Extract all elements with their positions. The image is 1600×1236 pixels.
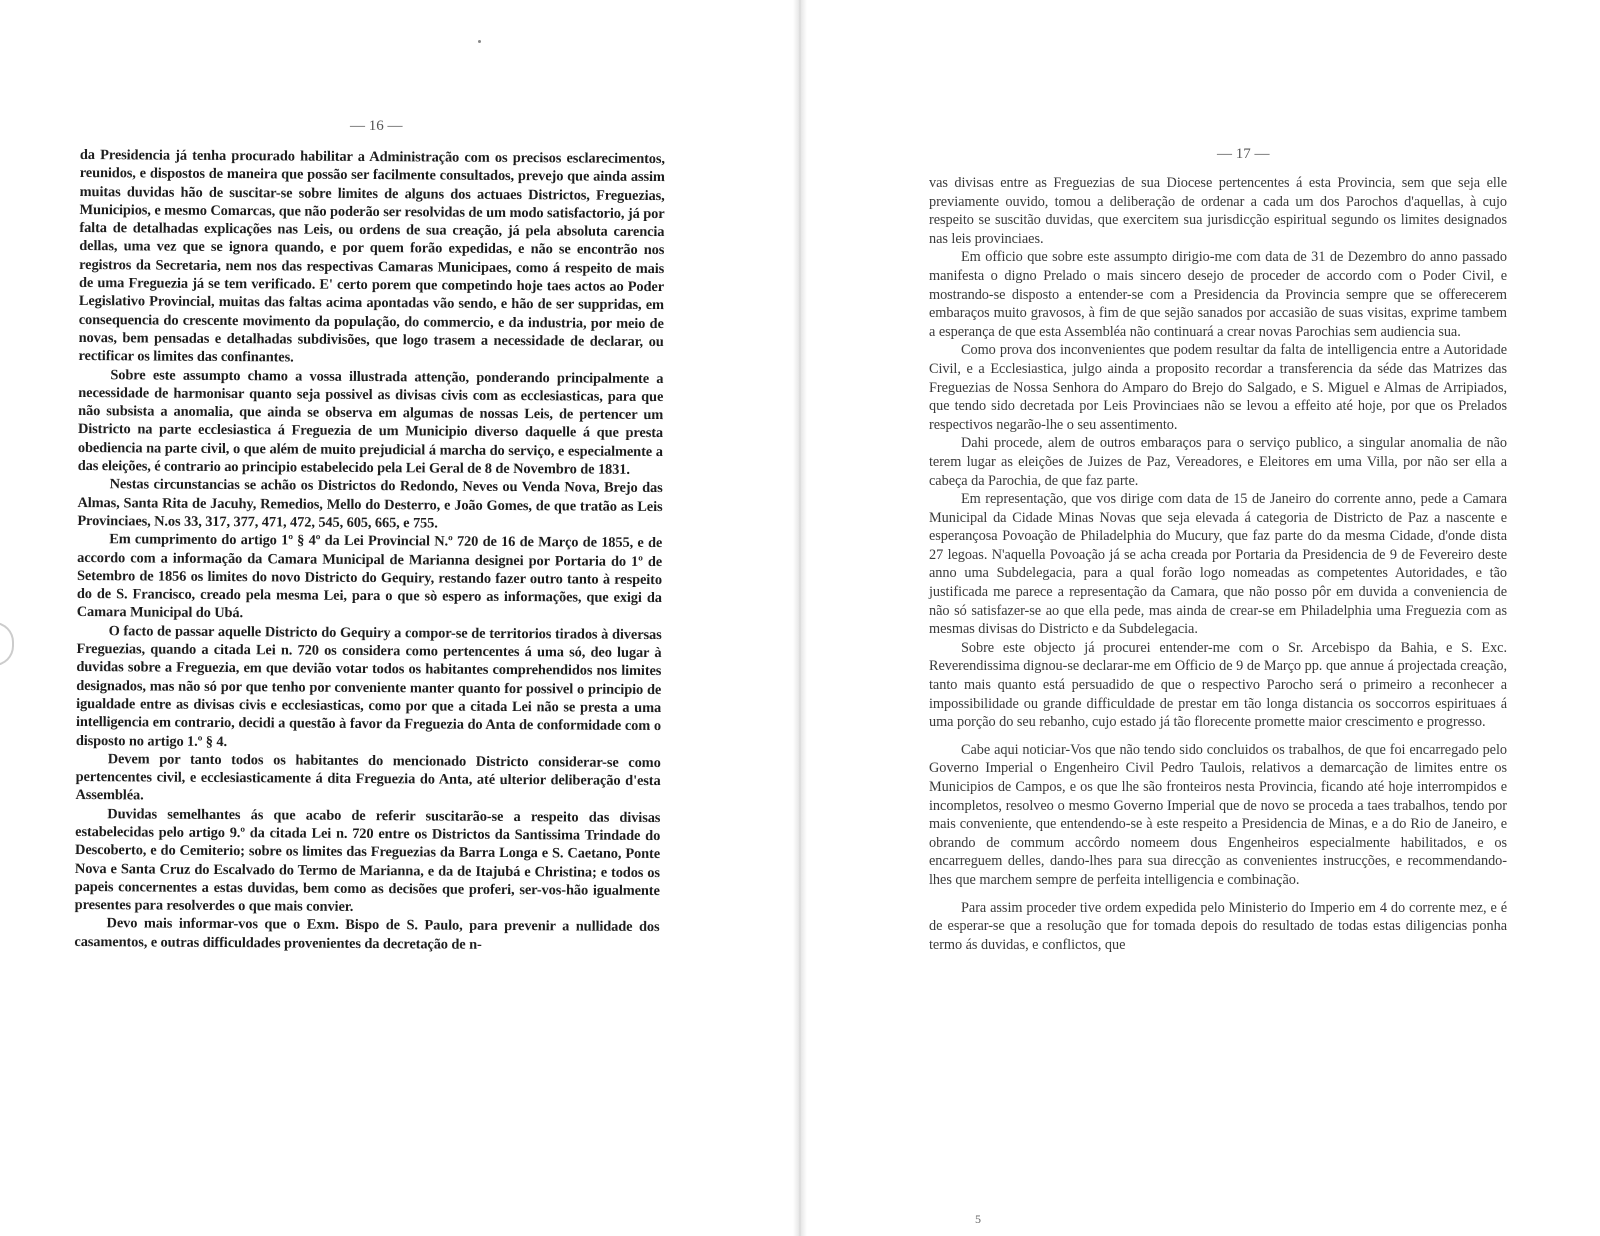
paragraph: vas divisas entre as Freguezias de sua Diocese pertencentes á esta Provincia, sem que seja elle previamente ouvido, tomou a deliberação de ordenar a cada um dos Parochos d'aquellas, à cujo respeito se suscitão duvidas, que exercitem sua jurisdicção espiritual segundo os limites designados nas leis provinciaes.	[929, 175, 1507, 247]
paragraph: Nestas circunstancias se achão os Districtos do Redondo, Neves ou Venda Nova, Brejo das Almas, Santa Rita de Jacuhy, Remedios, Mello do Desterro, e João Gomes, de que tratão as Leis Provinciaes, N.os 33, 317, 377, 471, 472, 545, 605, 665, e 755.	[77, 476, 663, 532]
paragraph: Duvidas semelhantes ás que acabo de referir suscitarão-se a respeito das divisas estabelecidas pelo artigo 9.º da citada Lei n. 720 entre os Districtos da Santissima Trindade do Descoberto, e do Cemiterio; sobre os limites das Freguezias da Barra Longa e S. Caetano, Ponte Nova e Santa Cruz do Escalvado do Termo de Marianna, e da de Itajubá e Christina; e todos os papeis concernentes a estas duvidas, bem como as decisões que proferi, ser-vos-hão igualmente presentes para resolverdes o que mais convier.	[74, 805, 661, 916]
paragraph: Sobre este assumpto chamo a vossa illustrada attenção, ponderando principalmente a necessidade de harmonisar quanto seja possivel as divisas civis com as ecclesiasticas, para que não subsista a anomalia, que ainda se observa em algumas de nossas Leis, de pertencer um Districto na parte ecclesiastica á Freguezia de um Municipio diverso daquelle á que presta obediencia na parte civil, o que além de muito prejudicial á marcha do serviço, e especialmente a das eleições, é contrario ao principio estabelecido pela Lei Geral de 8 de Novembro de 1831.	[77, 366, 664, 478]
page-body	[74, 146, 665, 955]
binding-hole	[0, 622, 14, 666]
paragraph: Para assim proceder tive ordem expedida pelo Ministerio do Imperio em 4 do corrente mez, e é de esperar-se que a resolução que for tomada depois do resultado de todas estas diligencias ponha termo ás duvidas, e conflictos, que	[929, 899, 1507, 953]
signature-mark: 5	[975, 1212, 981, 1226]
paragraph: O facto de passar aquelle Districto do Gequiry a compor-se de territorios tirados à diversas Freguezias, quando a citada Lei n. 720 os considera como pertencentes á uma só, deo lugar à duvidas sobre a Freguezia, em que devião votar todos os habitantes comprehendidos nos limites designados, mas não só por que tenho por conveniente manter quanto for possivel o principio de igualdade entre as divisas civis e ecclesiasticas, como por que a citada Lei não se presta a uma intelligencia em contrario, decidi a questão à favor da Freguezia do Anta de conformidade com o disposto no artigo 1.º § 4.	[75, 622, 662, 750]
paragraph: Devem por tanto todos os habitantes do mencionado Districto considerar-se como pertencentes civil, e ecclesiasticamente á dita Freguezia do Anta, até ulterior deliberação d'esta Assembléa.	[75, 751, 661, 804]
left-page	[0, 0, 793, 1236]
paragraph: Sobre este objecto já procurei entender-me com o Sr. Arcebispo da Bahia, e S. Exc. Reverendissima dignou-se declarar-me em Officio de 9 de Março pp. que annue á projectada creação, tanto mais quanto está persuadido de que o respectivo Parocho será o primeiro a reconhecer a impossibilidade ou grande difficuldade de prestar em tão longa distancia os soccorros espirituaes á uma porção do seu rebanho, cujo estado já tão florecente promette maior crescimento e progresso.	[929, 639, 1507, 731]
page-body	[929, 174, 1507, 954]
paragraph: Devo mais informar-vos que o Exm. Bispo de S. Paulo, para prevenir a nullidade dos casamentos, e outras difficuldades provenientes da decretação de n-	[74, 915, 660, 953]
right-page	[807, 0, 1600, 1236]
paragraph: Dahi procede, alem de outros embaraços para o serviço publico, a singular anomalia de não terem lugar as eleições de Juizes de Paz, Vereadores, e Eleitores em uma Villa, por não ser ella a cabeça da Parochia, de que faz parte.	[929, 435, 1507, 489]
paragraph: Em officio que sobre este assumpto dirigio-me com data de 31 de Dezembro do anno passado manifesta o digno Prelado o mais sincero desejo de proceder de accordo com o Poder Civil, e mostrando-se disposto a entender-se com a Presidencia da Provincia sempre que se offerecerem embaraços muito gravosos, à fim de que sejão sanados por accasião de suas visitas, exprime tambem a esperança de que esta Assembléa não continuará a crear novas Parochias sem audiencia sua.	[929, 249, 1507, 340]
paragraph: Em cumprimento do artigo 1º § 4º da Lei Provincial N.º 720 de 16 de Março de 1855, e de accordo com a informação da Camara Municipal de Marianna designei por Portaria do 1º de Setembro de 1856 os limites do novo Districto do Gequiry, restando fazer outro tanto à respeito do de S. Francisco, creado pela mesma Lei, para o que sò espero as informações, que exigi da Camara Municipal do Ubá.	[76, 531, 663, 622]
page-number: — 16 —	[350, 118, 403, 134]
book-gutter	[793, 0, 807, 1236]
paragraph: Em representação, que vos dirige com data de 15 de Janeiro do corrente anno, pede a Camara Municipal da Cidade Minas Novas que seja elevada á categoria de Districto de Paz a nascente e esperançosa Povoação de Philadelphia do Mucury, que faz parte do da mesma Cidade, d'onde dista 27 legoas. N'aquella Povoação já se acha creada por Portaria da Presidencia de 9 de Fevereiro deste anno uma Subdelegacia, para a qual forão logo nomeadas as competentes Autoridades, e tão justificada me parece a representação da Camara, que não posso pôr em duvida a conveniencia de não só satisfazer-se ao que ella pede, mas ainda de crear-se em Philadelphia uma Freguezia com as mesmas divisas do Districto e da Subdelegacia.	[929, 491, 1507, 638]
page-number: — 17 —	[1217, 146, 1270, 162]
paragraph: Como prova dos inconvenientes que podem resultar da falta de intelligencia entre a Autoridade Civil, e a Ecclesiastica, julgo ainda a proposito recordar a transferencia da séde das Matrizes das Freguezias de Nossa Senhora do Amparo do Brejo do Salgado, e S. Miguel e Almas de Arripiados, que tendo sido decretada por Leis Provinciaes não se levou a effeito até hoje, por que os Prelados respectivos negarão-lhe o seu assentimento.	[929, 342, 1507, 433]
paragraph: da Presidencia já tenha procurado habilitar a Administração com os precisos esclarecimentos, reunidos, e dispostos de maneira que possão ser facilmente consultados, prevejo que ainda assim muitas duvidas hão de suscitar-se sobre limites de alguns dos actuaes Districtos, Freguezias, Municipios, e mesmo Comarcas, que não poderão ser resolvidas de um modo satisfactorio, já por falta de detalhadas explicações nas Leis, ou ordens de sua creação, já pela absoluta carencia dellas, uma vez que se ignora quando, e por quem forão expedidas, e não se encontrão nos registros da Secretaria, nem nos das respectivas Camaras Municipaes, como á respeito de mais de uma Freguezia já se tem verificado. E' certo porem que competindo hoje taes actos ao Poder Legislativo Provincial, muitas das faltas acima apontadas vão sendo, e hão de ser suppridas, em consequencia do crescente movimento da população, do commercio, e da industria, por meio de novas, bem pensadas e detalhadas subdivisões, que logo trasem a necessidade de declarar, ou rectificar os limites das confinantes.	[78, 146, 665, 366]
paragraph: Cabe aqui noticiar-Vos que não tendo sido concluidos os trabalhos, de que foi encarregado pelo Governo Imperial o Engenheiro Civil Pedro Taulois, relativos a demarcação de limites entre os Municipios de Campos, e os que lhe são fronteiros nesta Provincia, ficando até hoje interrompidos e incompletos, resolveo o mesmo Governo Imperial que de novo se proceda a taes trabalhos, tendo por mais conveniente, que entendendo-se à este respeito a Presidencia de Minas, e a do Rio de Janeiro, e obrando de commum accôrdo nomeem dous Engenheiros especialmente habilitados, e os encarreguem delles, dando-lhes para sua direcção as convenientes instrucções, e recommendando-lhes que marchem sempre de perfeita intelligencia e combinação.	[929, 741, 1507, 888]
